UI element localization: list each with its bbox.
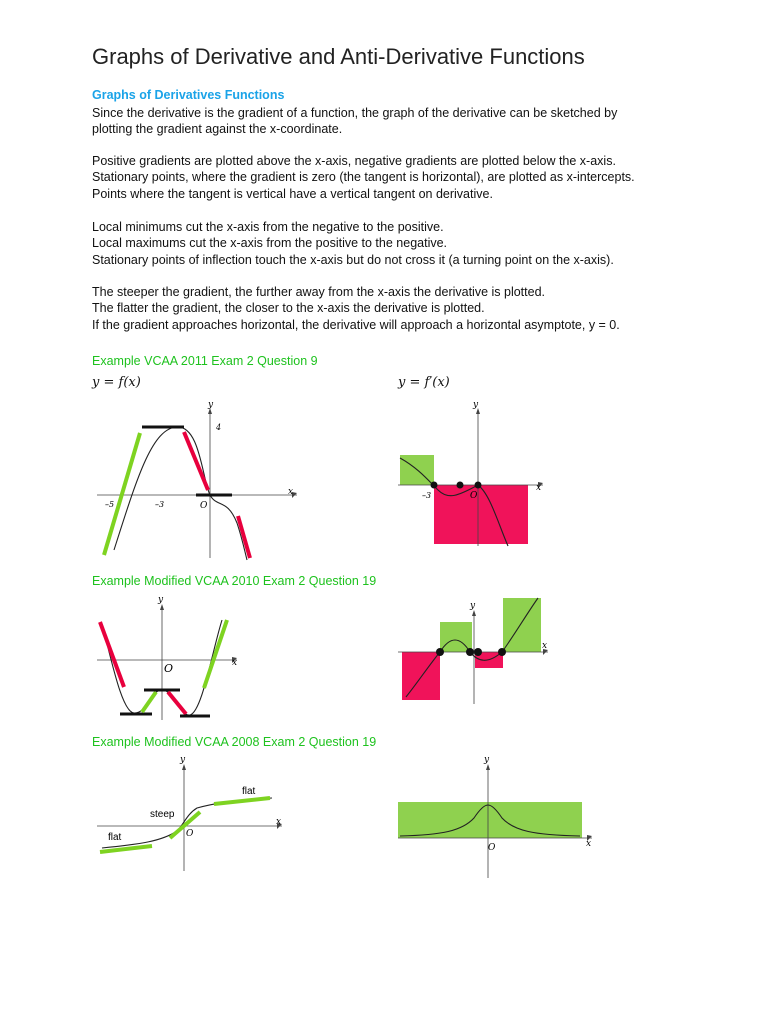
tangent-negative-gradient [100, 622, 124, 687]
tangent-steep [170, 812, 200, 838]
tangent-steep-negative [238, 516, 250, 558]
text-line: Local minimums cut the x-axis from the negative to the positive. [92, 220, 444, 234]
origin-label: O [164, 662, 174, 675]
text-line: If the gradient approaches horizontal, the derivative will approach a horizontal asymptote, y = 0. [92, 317, 620, 332]
x-intercept-marker [498, 648, 506, 656]
tangent-negative-gradient [184, 432, 208, 490]
example-3-heading: Example Modified VCAA 2008 Exam 2 Question 19 [92, 735, 377, 749]
tangent-positive-gradient [104, 433, 140, 555]
page-title: Graphs of Derivative and Anti-Derivative Functions [92, 44, 585, 69]
text-line: Stationary points, where the gradient is zero (the tangent is horizontal), are plotted as x-intercepts. [92, 170, 635, 185]
gradient-sign-paragraph [92, 153, 635, 202]
annotation-flat-left: flat [108, 832, 122, 843]
y-axis-label: y [473, 400, 479, 410]
text-line: The steeper the gradient, the further away from the x-axis the derivative is plotted. [92, 285, 546, 299]
tick-minus-3: –3 [155, 500, 165, 509]
tangent-positive-gradient [204, 620, 227, 688]
x-intercept-marker [475, 482, 482, 489]
tangent-negative-gradient [168, 692, 186, 714]
y-axis-label: y [470, 601, 476, 611]
steepness-paragraph [92, 284, 620, 333]
y-axis-label: y [180, 756, 186, 765]
text-line: Since the derivative is the gradient of a function, the graph of the derivative can be sketched by [92, 106, 618, 120]
example-3-derivative-graph [392, 756, 600, 880]
intro-paragraph [92, 105, 617, 138]
y-axis-label: y [484, 756, 490, 765]
tangent-flat-right [214, 798, 270, 804]
origin-label: O [488, 843, 496, 853]
annotation-flat-right: flat [242, 786, 256, 797]
positive-gradient-region [503, 598, 541, 652]
x-intercept-marker [457, 482, 464, 489]
x-axis-label: x [288, 487, 294, 497]
text-line: Stationary points of inflection touch the x-axis but do not cross it (a turning point on the x-axis). [92, 252, 614, 267]
origin-label: O [186, 829, 194, 839]
x-axis-label: x [276, 817, 282, 827]
annotation-steep: steep [150, 809, 175, 820]
x-axis-label: x [232, 658, 238, 668]
turning-points-paragraph [92, 219, 614, 268]
example-2-heading: Example Modified VCAA 2010 Exam 2 Question 19 [92, 574, 377, 588]
section-subheading: Graphs of Derivatives Functions [92, 88, 285, 102]
origin-label: O [200, 501, 208, 511]
x-axis-label: x [586, 839, 592, 849]
text-line: plotting the gradient against the x-coordinate. [92, 122, 343, 137]
example-2-derivative-graph [398, 592, 550, 707]
x-intercept-marker [436, 648, 444, 656]
text-line: The flatter the gradient, the closer to the x-axis the derivative is plotted. [92, 301, 485, 316]
tangent-positive-gradient [142, 692, 156, 712]
example-1-derivative-graph [398, 398, 548, 548]
y-axis-label: y [208, 400, 214, 410]
x-intercept-marker [466, 648, 474, 656]
tick-4: 4 [216, 423, 222, 432]
x-intercept-marker [474, 648, 482, 656]
text-line: Points where the tangent is vertical have a vertical tangent on derivative. [92, 186, 493, 201]
y-axis-label: y [158, 595, 164, 605]
text-line: Local maximums cut the x-axis from the positive to the negative. [92, 236, 448, 251]
example-1-heading: Example VCAA 2011 Exam 2 Question 9 [92, 354, 318, 368]
example-2-function-graph [92, 592, 252, 722]
positive-gradient-region [398, 802, 582, 838]
tick-minus-5: –5 [105, 500, 115, 509]
example-3-function-graph [92, 756, 287, 874]
tick-minus-3: –3 [422, 491, 432, 500]
x-axis-label: x [542, 641, 548, 651]
derivative-label: y = f′(x) [398, 375, 450, 390]
origin-label: O [470, 491, 478, 501]
negative-gradient-region [434, 485, 528, 544]
x-axis-label: x [536, 483, 542, 493]
example-1-function-graph [92, 398, 302, 563]
text-line: Positive gradients are plotted above the x-axis, negative gradients are plotted below the x-axis. [92, 154, 616, 168]
x-intercept-marker [431, 482, 438, 489]
function-label: y = f(x) [92, 375, 141, 390]
